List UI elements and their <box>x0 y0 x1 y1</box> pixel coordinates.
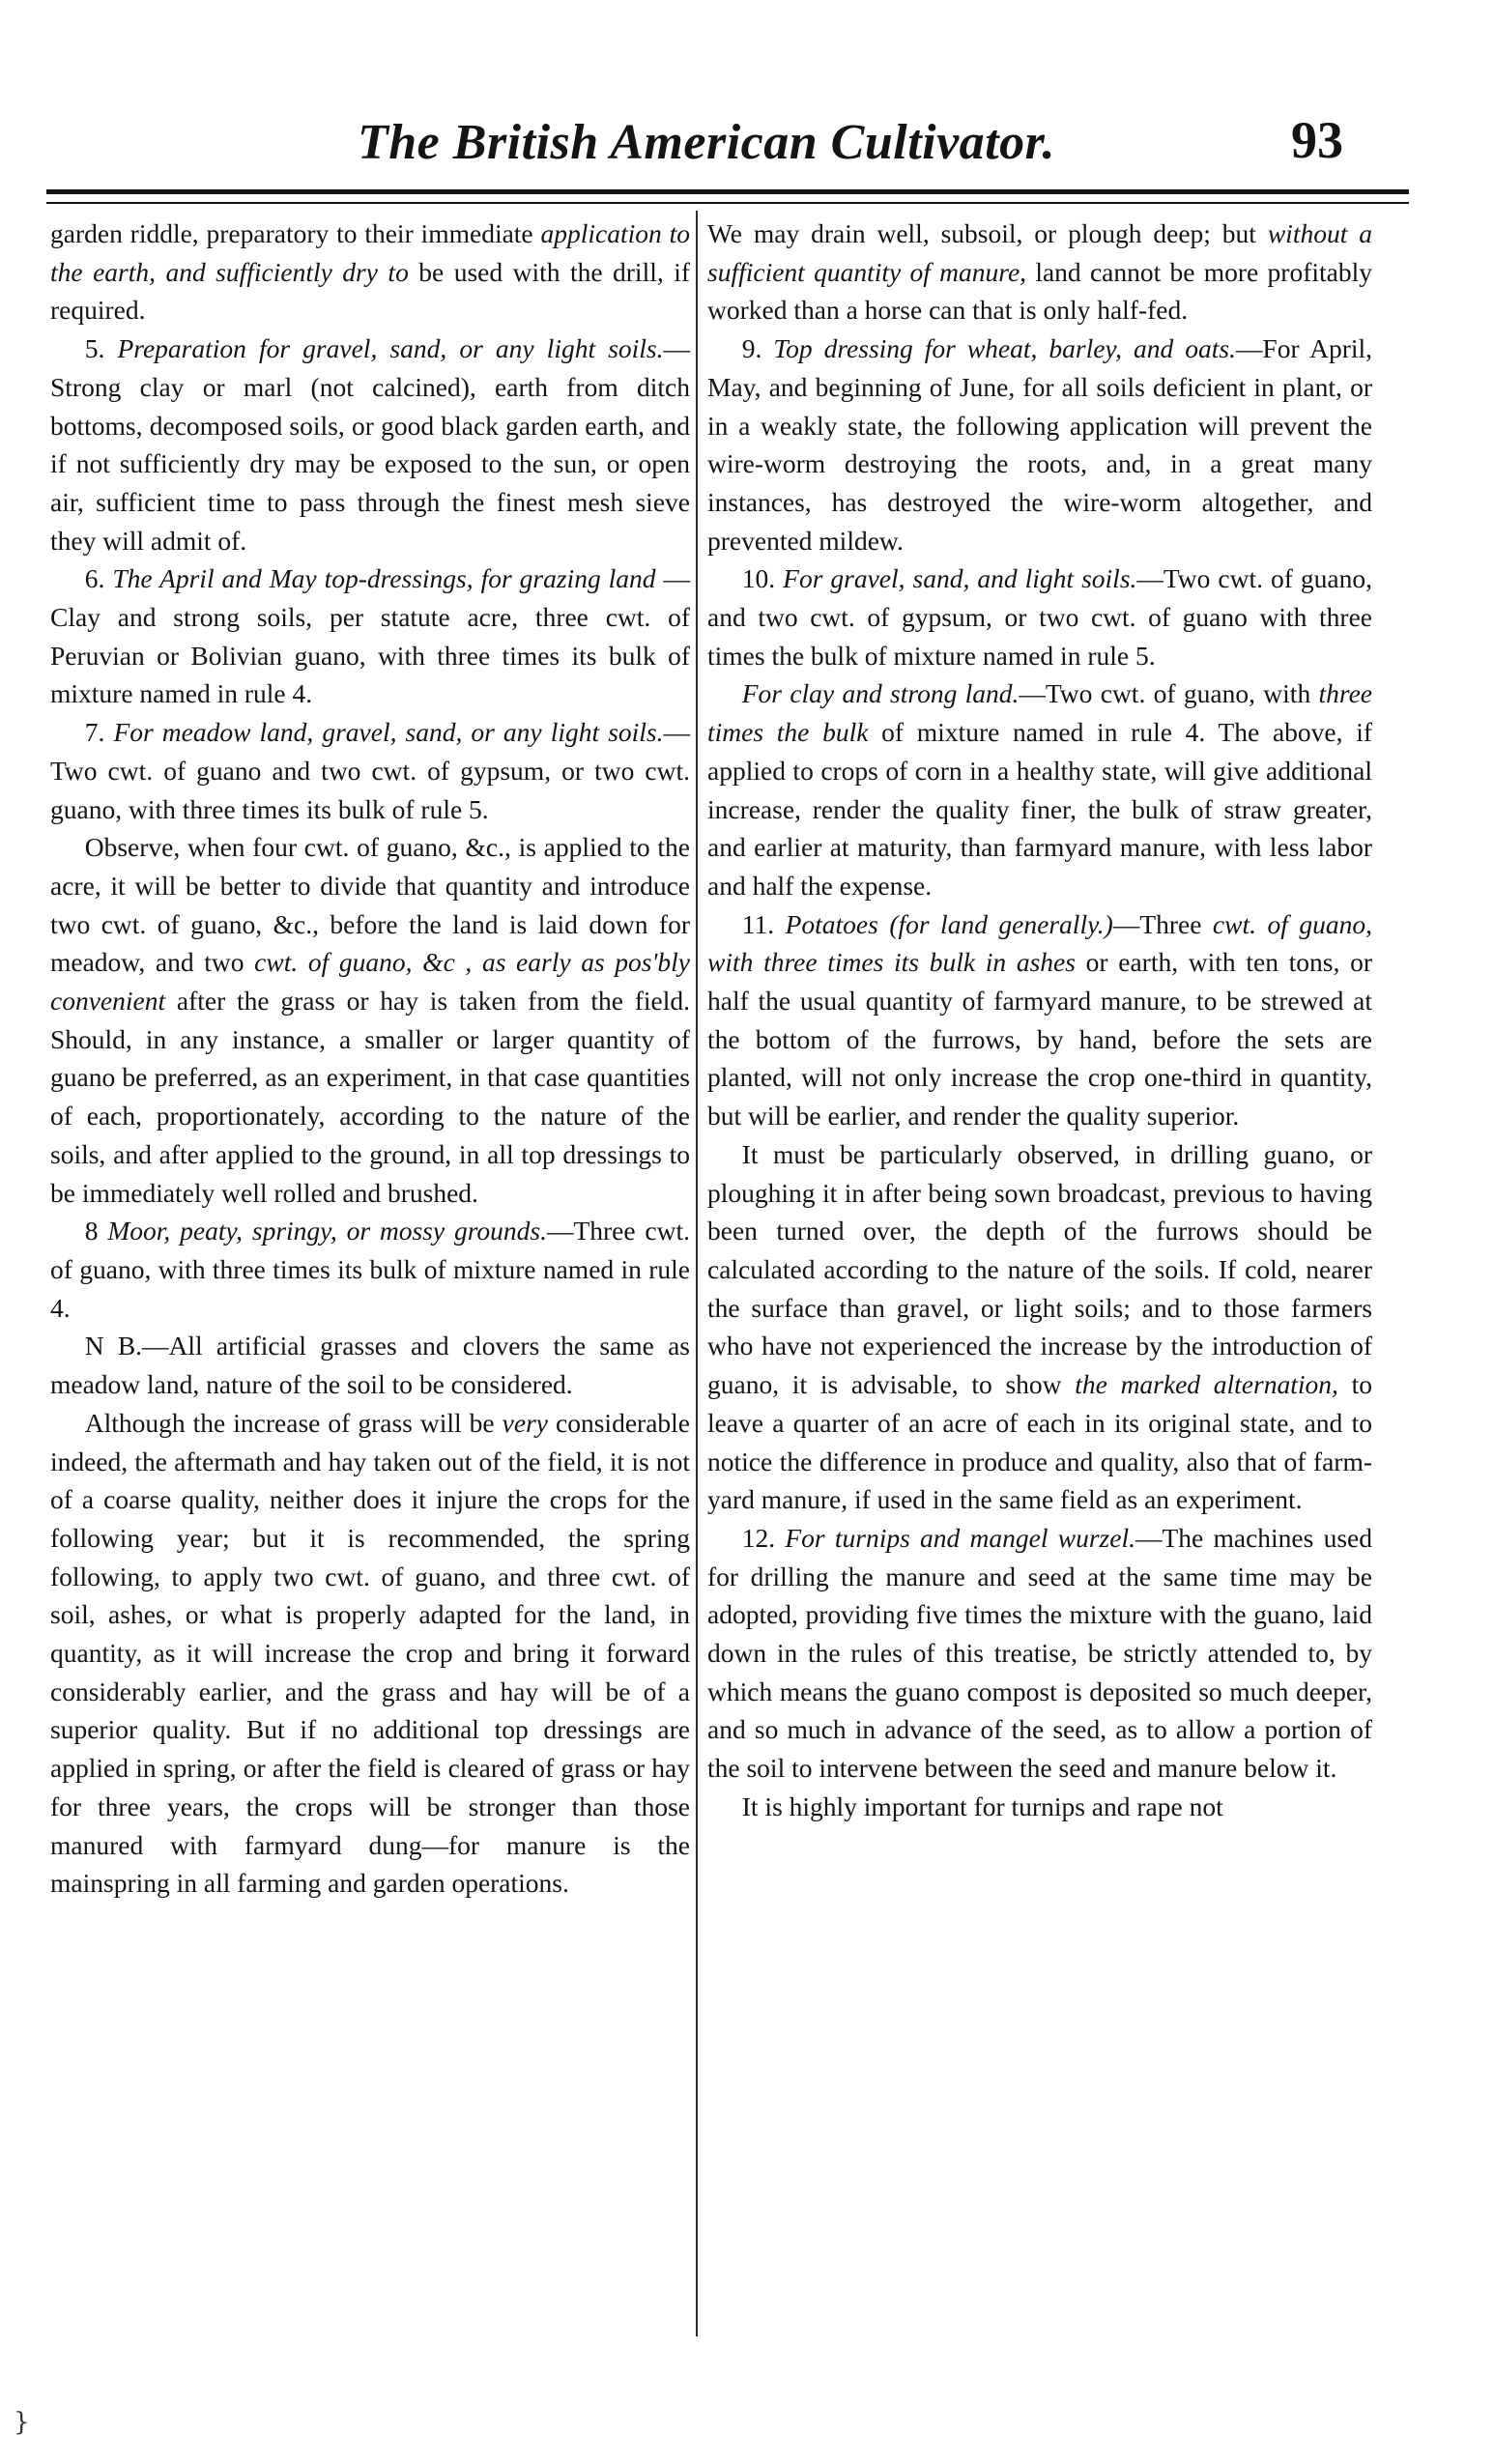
paragraph <box>50 828 690 1212</box>
text-run: It is highly important for turnips and rape not <box>741 1791 1223 1821</box>
text-run: 6. <box>84 563 113 594</box>
paragraph <box>707 1788 1372 1826</box>
text-run: 12. <box>741 1522 786 1553</box>
text-run: Although the increase of grass will be <box>84 1407 503 1438</box>
text-run: after the grass or hay is taken from the field. Should, in any instance, a smaller or larger quantity of guano be preferred, as an experiment, in that case quantities of each, proportionately, according to the nature of the soils, and after applied to the ground, in all top dressings to be immediately well rolled and brushed. <box>50 986 690 1208</box>
running-title: The British American Cultivator. <box>358 115 1055 170</box>
text-run: land cannot be more profitably worked than a horse can that is only half-fed. <box>707 256 1372 326</box>
paragraph <box>50 329 690 559</box>
italic-run: Top dressing for wheat, barley, and oats. <box>773 333 1236 364</box>
text-run: to leave a quarter of an acre of each in its original state, and to notice the difference in produce and quality, also that of farm-yard manure, if used in the same field as an experiment. <box>707 1369 1372 1515</box>
text-run: or earth, with ten tons, or half the usual quantity of farmyard manure, to be strewed at the bottom of the furrows, by hand, before the sets are planted, will not only increase the crop one-third in quantity, but will be earlier, and render the quality superior. <box>707 947 1372 1132</box>
text-run: 8 <box>84 1216 108 1246</box>
paragraph <box>707 559 1372 674</box>
text-run: of mixture named in rule 4. The above, if applied to crops of corn in a healthy state, will give additional increase, render the quality finer, the bulk of straw greater, and earlier at maturity, than farmyard manure, with less labor and half the expense. <box>707 717 1372 901</box>
italic-run: Preparation for gravel, sand, or any light soils. <box>117 333 664 364</box>
italic-run: cwt. of guano, &c , as early as pos'bly convenient <box>50 947 690 1017</box>
italic-run: without a sufficient quantity of manure, <box>707 218 1372 287</box>
paragraph <box>707 215 1372 329</box>
italic-run: The April and May top-dressings, for grazing land <box>112 563 656 594</box>
page-number: 93 <box>1291 111 1343 169</box>
paragraph <box>707 674 1372 904</box>
column-divider <box>696 211 698 2336</box>
text-run: garden riddle, preparatory to their immediate <box>50 218 541 248</box>
header-rule-thick <box>46 189 1409 194</box>
text-run: —The machines used for drilling the manure and seed at the same time may be adopted, providing five times the mixture with the guano, laid down in the rules of this treatise, be strictly attended to, by which means the guano compost is deposited so much deeper, and so much in advance of the seed, as to allow a portion of the soil to intervene between the seed and manure below it. <box>707 1522 1372 1784</box>
paragraph <box>50 713 690 828</box>
paragraph <box>707 1135 1372 1519</box>
text-run: —For April, May, and beginning of June, for all soils deficient in plant, or in a weakly state, the following application will prevent the wire-worm destroying the roots, and, in a great many instances, has destroyed the wire-worm altogether, and prevented mildew. <box>707 333 1373 556</box>
italic-run: three times the bulk <box>707 678 1373 748</box>
paragraph <box>707 1519 1372 1788</box>
text-run: We may drain well, subsoil, or plough deep; but <box>707 218 1268 248</box>
right-column <box>707 215 1372 1826</box>
italic-run: For gravel, sand, and light soils. <box>783 563 1137 594</box>
text-run: 5. <box>84 333 118 364</box>
paragraph <box>50 1327 690 1403</box>
header-rule-thin <box>46 202 1409 204</box>
paragraph <box>50 1212 690 1327</box>
left-column <box>50 215 690 1903</box>
italic-run: For turnips and mangel wurzel. <box>785 1522 1135 1553</box>
italic-run: application to the earth, and sufficiently dry to <box>50 218 690 287</box>
text-run: 7. <box>84 717 114 748</box>
bottom-mark: } <box>14 2408 30 2437</box>
text-run: —Three cwt. of guano, with three times its bulk of mixture named in rule 4. <box>50 1216 690 1323</box>
italic-run: Moor, peaty, springy, or mossy grounds. <box>107 1216 547 1246</box>
text-run: Observe, when four cwt. of guano, &c., is applied to the acre, it will be better to divide that quantity and introduce two cwt. of guano, &c., before the land is laid down for meadow, and two <box>50 832 690 978</box>
paragraph <box>50 1404 690 1903</box>
text-run: —Three <box>1112 908 1213 939</box>
text-run: considerable indeed, the aftermath and hay taken out of the field, it is not of a coarse quality, neither does it injure the crops for the following year; but it is recommended, the spring following, to apply two cwt. of guano, and three cwt. of soil, ashes, or what is properly adapted for the land, in quantity, as it will increase the crop and bring it forward considerably earlier, and the grass and hay will be of a superior quality. But if no additional top dressings are applied in spring, or after the field is cleared of grass or hay for three years, the crops will be stronger than those manured with farmyard dung—for manure is the mainspring in all farming and garden operations. <box>50 1407 690 1899</box>
text-run: 9. <box>741 333 774 364</box>
paragraph <box>50 559 690 713</box>
paragraph <box>50 215 690 329</box>
text-run: N B.—All artificial grasses and clovers the same as meadow land, nature of the soil to be considered. <box>50 1331 690 1400</box>
italic-run: cwt. of guano, with three times its bulk in ashes <box>707 908 1372 978</box>
paragraph <box>707 905 1372 1135</box>
text-run: —Strong clay or marl (not calcined), earth from ditch bottoms, decomposed soils, or good black garden earth, and if not sufficiently dry may be exposed to the sun, or open air, sufficient time to pass through the finest mesh sieve they will admit of. <box>50 333 691 556</box>
italic-run: very <box>502 1407 548 1438</box>
text-run: It must be particularly observed, in drilling guano, or ploughing it in after being sown broadcast, previous to having been turned over, the depth of the furrows should be calculated according to the nature of the soils. If cold, nearer the surface than gravel, or light soils; and to those farmers who have not experienced the increase by the introduction of guano, it is advisable, to show <box>707 1138 1372 1400</box>
text-run: —Clay and strong soils, per statute acre, three cwt. of Peruvian or Bolivian guano, with three times its bulk of mixture named in rule 4. <box>50 563 691 709</box>
text-run: —Two cwt. of guano, with <box>1019 678 1319 709</box>
text-run: be used with the drill, if required. <box>50 256 690 326</box>
paragraph <box>707 329 1372 559</box>
italic-run: For clay and strong land. <box>741 678 1020 709</box>
text-run: 11. <box>741 908 786 939</box>
text-run: —Two cwt. of guano, and two cwt. of gypsum, or two cwt. of guano with three times the bulk of mixture named in rule 5. <box>707 563 1373 671</box>
italic-run: Potatoes (for land generally.) <box>785 908 1113 939</box>
italic-run: the marked alternation, <box>1075 1369 1338 1400</box>
text-run: —Two cwt. of guano and two cwt. of gypsum, or two cwt. guano, with three times its bulk of rule 5. <box>50 717 690 824</box>
text-run: 10. <box>741 563 784 594</box>
italic-run: For meadow land, gravel, sand, or any light soils. <box>113 717 664 748</box>
